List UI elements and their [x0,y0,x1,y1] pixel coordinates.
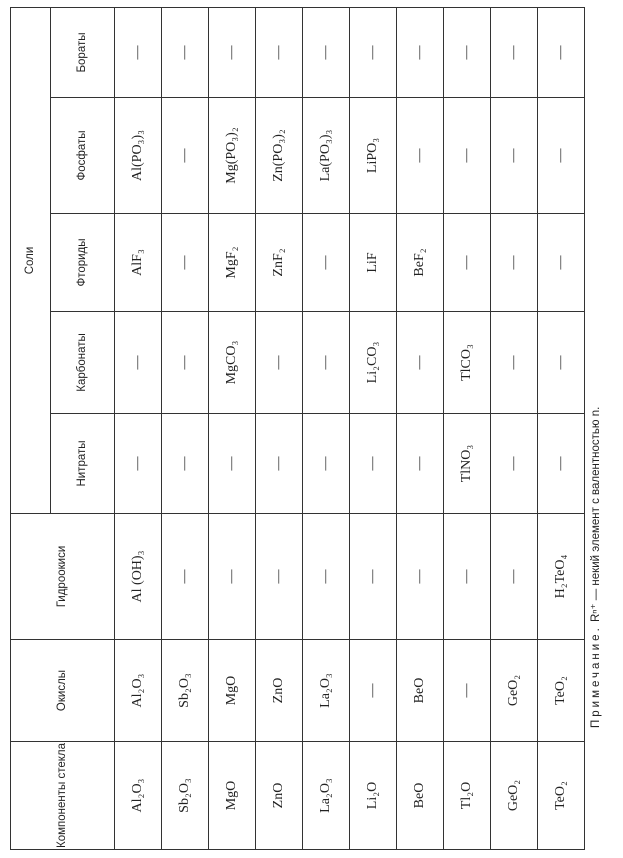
table-row [115,8,162,850]
borate-cell: — [256,8,303,98]
nitrate-cell: — [303,414,350,514]
oxide-cell: TeO₂ [538,640,585,742]
component-cell: La₂O₃ [303,742,350,850]
phosphate-cell: LiPO₃ [350,98,397,214]
phosphate-cell: La(PO₃)₃ [303,98,350,214]
glass-components-table [10,7,585,850]
table-row [491,8,538,850]
carbonate-cell: — [115,312,162,414]
hydroxide-cell: — [350,514,397,640]
nitrate-cell: — [209,414,256,514]
oxide-cell: Al₂O₃ [115,640,162,742]
oxide-cell: La₂O₃ [303,640,350,742]
hydroxide-cell: — [303,514,350,640]
phosphate-cell: — [444,98,491,214]
borate-cell: — [209,8,256,98]
carbonate-cell: — [538,312,585,414]
fluoride-cell: MgF₂ [209,214,256,312]
borate-cell: — [538,8,585,98]
component-cell: BeO [397,742,444,850]
borate-cell: — [491,8,538,98]
fluoride-cell: — [538,214,585,312]
nitrate-cell: — [162,414,209,514]
carbonate-cell: Li₂CO₃ [350,312,397,414]
borate-cell: — [115,8,162,98]
table-row [350,8,397,850]
header-hydroxides: Гидроокиси [11,514,115,640]
header-borates: Бораты [51,8,115,98]
nitrate-cell: — [350,414,397,514]
fluoride-cell: — [303,214,350,312]
phosphate-cell: — [397,98,444,214]
oxide-cell: — [350,640,397,742]
table-row [162,8,209,850]
oxide-cell: BeO [397,640,444,742]
fluoride-cell: — [444,214,491,312]
carbonate-cell: TlCO₃ [444,312,491,414]
component-cell: GeO₂ [491,742,538,850]
component-cell: Tl₂O [444,742,491,850]
oxide-cell: — [444,640,491,742]
header-oxides: Окислы [11,640,115,742]
table-body [115,8,585,850]
borate-cell: — [350,8,397,98]
header-phosphates: Фосфаты [51,98,115,214]
carbonate-cell: — [256,312,303,414]
phosphate-cell: — [162,98,209,214]
header-fluorides: Фториды [51,214,115,312]
component-cell: Sb₂O₃ [162,742,209,850]
component-cell: Li₂O [350,742,397,850]
hydroxide-cell: — [256,514,303,640]
hydroxide-cell: — [444,514,491,640]
table-row [303,8,350,850]
carbonate-cell: MgCO₃ [209,312,256,414]
borate-cell: — [397,8,444,98]
nitrate-cell: — [538,414,585,514]
table-row [256,8,303,850]
table-footnote [588,407,602,728]
nitrate-cell: — [115,414,162,514]
nitrate-cell: TlNO₃ [444,414,491,514]
hydroxide-cell: — [397,514,444,640]
table-row [444,8,491,850]
component-cell: MgO [209,742,256,850]
table-row [538,8,585,850]
hydroxide-cell: — [491,514,538,640]
fluoride-cell: — [162,214,209,312]
hydroxide-cell: — [209,514,256,640]
borate-cell: — [303,8,350,98]
fluoride-cell: — [491,214,538,312]
nitrate-cell: — [256,414,303,514]
nitrate-cell: — [491,414,538,514]
phosphate-cell: — [538,98,585,214]
oxide-cell: ZnO [256,640,303,742]
carbonate-cell: — [303,312,350,414]
oxide-cell: Sb₂O₃ [162,640,209,742]
oxide-cell: GeO₂ [491,640,538,742]
phosphate-cell: Zn(PO₃)₂ [256,98,303,214]
carbonate-cell: — [491,312,538,414]
fluoride-cell: AlF₃ [115,214,162,312]
fluoride-cell: LiF [350,214,397,312]
component-cell: ZnO [256,742,303,850]
borate-cell: — [162,8,209,98]
component-cell: Al₂O₃ [115,742,162,850]
footnote-text: Rⁿ⁺ — некий элемент с валентностью n. [590,406,602,623]
oxide-cell: MgO [209,640,256,742]
hydroxide-cell: H₂TeO₄ [538,514,585,640]
footnote-label: Примечание. [590,625,602,728]
phosphate-cell: Al(PO₃)₃ [115,98,162,214]
phosphate-cell: — [491,98,538,214]
fluoride-cell: BeF₂ [397,214,444,312]
component-cell: TeO₂ [538,742,585,850]
carbonate-cell: — [162,312,209,414]
header-nitrates: Нитраты [51,414,115,514]
fluoride-cell: ZnF₂ [256,214,303,312]
carbonate-cell: — [397,312,444,414]
header-carbonates: Карбонаты [51,312,115,414]
table-row [209,8,256,850]
table-row [397,8,444,850]
borate-cell: — [444,8,491,98]
hydroxide-cell: — [162,514,209,640]
header-components: Компоненты стекла [11,742,115,850]
nitrate-cell: — [397,414,444,514]
header-salts: Соли [11,8,51,514]
hydroxide-cell: Al (OH)₃ [115,514,162,640]
phosphate-cell: Mg(PO₃)₂ [209,98,256,214]
